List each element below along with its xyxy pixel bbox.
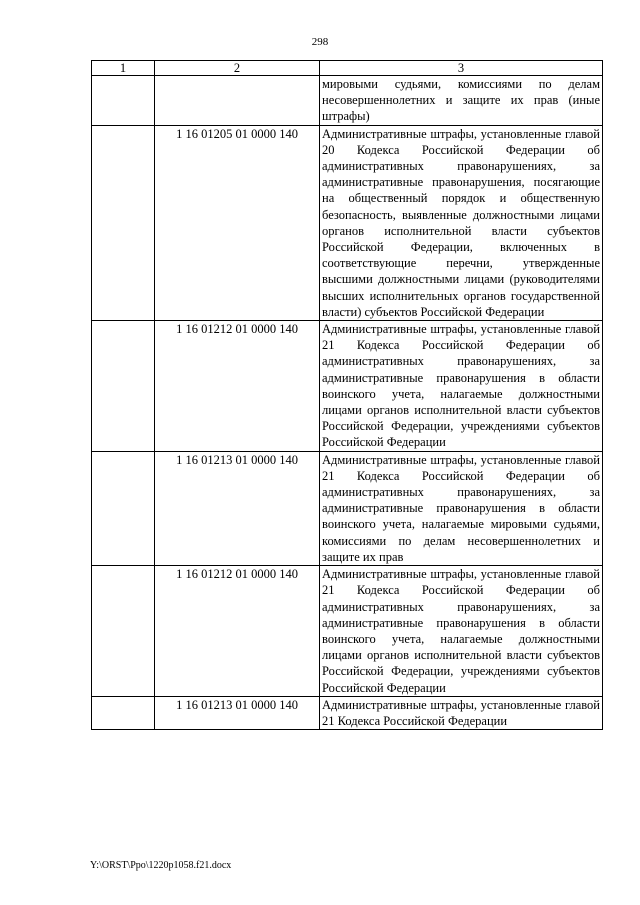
row-col1 [92, 76, 155, 126]
row-code: 1 16 01212 01 0000 140 [155, 566, 320, 697]
row-code [155, 76, 320, 126]
row-code: 1 16 01213 01 0000 140 [155, 451, 320, 565]
row-col1 [92, 566, 155, 697]
row-description: Административные штрафы, установленные главой 21 Кодекса Российской Федерации об административных правонарушениях, за административные правонарушения в области воинского учета, налагаемые должностными лицами органов исполнительной власти субъектов Российской Федерации, учреждениями субъектов Российской Федерации [320, 566, 603, 697]
header-col-1: 1 [92, 61, 155, 76]
row-description: Административные штрафы, установленные главой 21 Кодекса Российской Федерации [320, 696, 603, 729]
table-row [92, 125, 603, 320]
document-table [91, 60, 603, 730]
table-row [92, 696, 603, 729]
table-row [92, 451, 603, 565]
row-code: 1 16 01205 01 0000 140 [155, 125, 320, 320]
row-description: Административные штрафы, установленные главой 21 Кодекса Российской Федерации об административных правонарушениях, за административные правонарушения в области воинского учета, налагаемые должностными лицами органов исполнительной власти субъектов Российской Федерации, учреждениями субъектов Российской Федерации [320, 321, 603, 452]
table-header-row [92, 61, 603, 76]
row-description: Административные штрафы, установленные главой 20 Кодекса Российской Федерации об административных правонарушениях, за административные правонарушения, посягающие на общественный порядок и общественную безопасность, выявленные должностными лицами органов исполнительной власти субъектов Российской Федерации, включенных в соответствующие перечни, утвержденные высшими должностными лицами (руководителями высших исполнительных органов государственной власти) субъектов Российской Федерации [320, 125, 603, 320]
row-col1 [92, 696, 155, 729]
row-col1 [92, 321, 155, 452]
row-description: Административные штрафы, установленные главой 21 Кодекса Российской Федерации об административных правонарушениях, за административные правонарушения в области воинского учета, налагаемые мировыми судьями, комиссиями по делам несовершеннолетних и защите их прав [320, 451, 603, 565]
table-row [92, 321, 603, 452]
file-path-footer: Y:\ORST\Ppo\1220p1058.f21.docx [90, 860, 232, 871]
row-col1 [92, 125, 155, 320]
page-number: 298 [311, 36, 329, 48]
table-row [92, 566, 603, 697]
header-col-3: 3 [320, 61, 603, 76]
table-row [92, 76, 603, 126]
row-description: мировыми судьями, комиссиями по делам несовершеннолетних и защите их прав (иные штрафы) [320, 76, 603, 126]
row-code: 1 16 01213 01 0000 140 [155, 696, 320, 729]
row-code: 1 16 01212 01 0000 140 [155, 321, 320, 452]
header-col-2: 2 [155, 61, 320, 76]
row-col1 [92, 451, 155, 565]
